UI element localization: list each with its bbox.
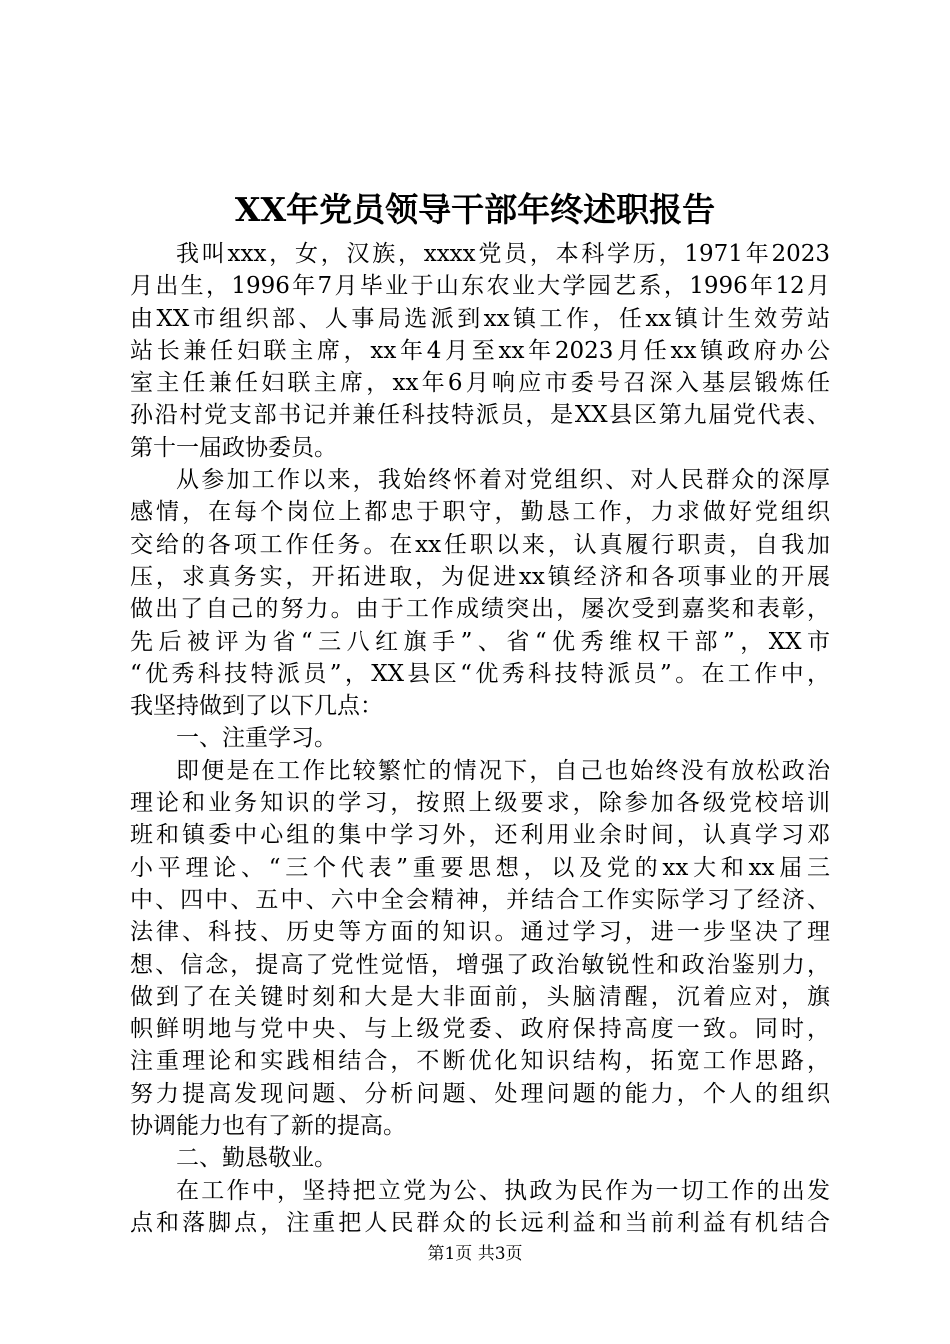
text-line: 感情，在每个岗位上都忠于职守，勤恳工作，力求做好党组织 — [130, 499, 830, 526]
text-line: 理论和业务知识的学习，按照上级要求，除参加各级党校培训 — [130, 790, 830, 817]
text-line: 做到了在关键时刻和大是大非面前，头脑清醒，沉着应对，旗 — [130, 983, 830, 1010]
text-line: 注重理论和实践相结合，不断优化知识结构，拓宽工作思路， — [130, 1048, 830, 1075]
text-line: 协调能力也有了新的提高。 — [130, 1113, 406, 1140]
section-heading: 一、注重学习。 — [176, 725, 337, 752]
text-line: 先后被评为省“三八红旗手”、省“优秀维权干部”，XX市 — [130, 628, 830, 655]
text-line: 由XX市组织部、人事局选派到xx镇工作，任xx镇计生效劳站 — [130, 305, 830, 332]
text-line: 我坚持做到了以下几点： — [130, 693, 383, 720]
text-line: 第十一届政协委员。 — [130, 434, 337, 461]
text-line: 即便是在工作比较繁忙的情况下，自己也始终没有放松政治 — [176, 757, 830, 784]
text-line: 从参加工作以来，我始终怀着对党组织、对人民群众的深厚 — [176, 467, 830, 494]
text-line: 我叫xxx，女，汉族，xxxx党员，本科学历，1971年2023 — [176, 241, 830, 267]
text-line: 想、信念，提高了党性觉悟，增强了政治敏锐性和政治鉴别力， — [130, 951, 830, 978]
page-footer: 第1页 共3页 — [427, 1244, 523, 1264]
text-line: 小平理论、“三个代表”重要思想，以及党的xx大和xx届三 — [130, 854, 830, 881]
text-line: 孙沿村党支部书记并兼任科技特派员，是XX县区第九届党代表、 — [130, 402, 830, 429]
document-body — [130, 238, 830, 1239]
text-line: 帜鲜明地与党中央、与上级党委、政府保持高度一致。同时， — [130, 1016, 830, 1043]
text-line: 月出生，1996年7月毕业于山东农业大学园艺系，1996年12月 — [130, 273, 830, 300]
text-line: 室主任兼任妇联主席，xx年6月响应市委号召深入基层锻炼任 — [130, 370, 830, 397]
text-line: 压，求真务实，开拓进取，为促进xx镇经济和各项事业的开展 — [130, 563, 830, 590]
text-line: 班和镇委中心组的集中学习外，还利用业余时间，认真学习邓 — [130, 822, 830, 849]
text-line: 法律、科技、历史等方面的知识。通过学习，进一步坚决了理 — [130, 919, 830, 946]
text-line: 在工作中，坚持把立党为公、执政为民作为一切工作的出发 — [176, 1177, 830, 1204]
text-line: 点和落脚点，注重把人民群众的长远利益和当前利益有机结合 — [130, 1209, 830, 1236]
text-line: 努力提高发现问题、分析问题、处理问题的能力，个人的组织 — [130, 1080, 830, 1107]
text-line: 做出了自己的努力。由于工作成绩突出，屡次受到嘉奖和表彰， — [130, 596, 830, 623]
text-line: 站长兼任妇联主席，xx年4月至xx年2023月任xx镇政府办公 — [130, 337, 830, 364]
section-heading: 二、勤恳敬业。 — [176, 1145, 337, 1172]
text-line: 交给的各项工作任务。在xx任职以来，认真履行职责，自我加 — [130, 531, 830, 558]
text-line: “优秀科技特派员”，XX县区“优秀科技特派员”。在工作中， — [130, 660, 830, 687]
document-title: XX年党员领导干部年终述职报告 — [234, 190, 716, 229]
text-line: 中、四中、五中、六中全会精神，并结合工作实际学习了经济、 — [130, 886, 830, 913]
